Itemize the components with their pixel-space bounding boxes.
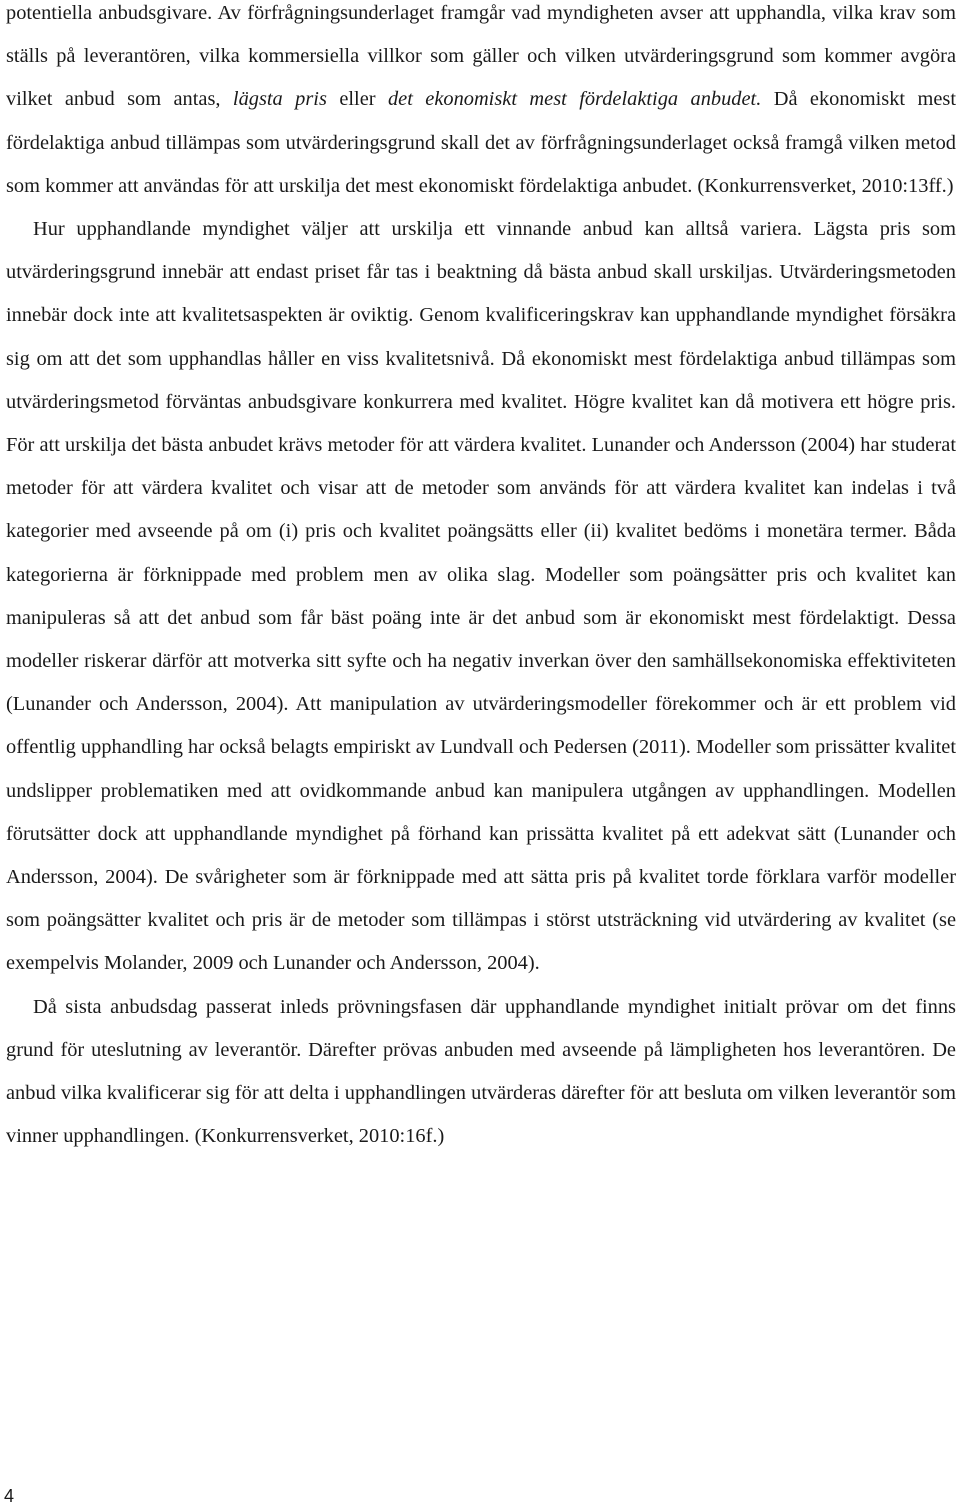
emphasis-lowest-price: lägsta pris [232,88,327,111]
emphasis-most-advantageous: det ekonomiskt mest fördelaktiga anbudet. [387,88,762,111]
paragraph-text: eller [326,88,388,111]
paragraph-examination-phase: Då sista anbudsdag passerat inleds prövningsfasen där upphandlande myndighet initialt prövar om det finns grund för uteslutning av leverantör. Därefter prövas anbuden med avseende på lämpligheten hos leverantören. De anbud vilka kvalificerar sig för att delta i upphandlingen utvärderas därefter för att besluta om vilken leverantör som vinner upphandlingen. (Konkurrensverket, 2010:16f.) [6,995,956,1148]
paragraph-text: Då ekonomiskt mest fördelaktiga anbud tillämpas som utvärderingsgrund skall det av förfrågningsunderlaget också framgå vilken metod som kommer att användas för att urskilja det mest ekonomiskt fördelaktiga anbudet. (Konkurrensverket, 2010:13ff.) [6,88,956,197]
paragraph-text: potentiella anbudsgivare. Av förfrågningsunderlaget framgår vad myndigheten avser att upphandla, vilka krav som ställs på leverantören, vilka kommersiella villkor som gäller och vilken utvärderingsgrund som kommer avgöra vilket anbud som antas, [6,2,956,111]
paragraph-procurement-documents [6,0,956,208]
paragraph-evaluation-methods: Hur upphandlande myndighet väljer att urskilja ett vinnande anbud kan alltså variera. Lägsta pris som utvärderingsgrund innebär att endast priset får tas i beaktning då bästa anbud skall urskiljas. Utvärderingsmetoden innebär dock inte att kvalitetsaspekten är oviktig. Genom kvalificeringskrav kan upphandlande myndighet försäkra sig om att det som upphandlas håller en viss kvalitetsnivå. Då ekonomiskt mest fördelaktiga anbud tillämpas som utvärderingsmetod förväntas anbudsgivare konkurrera med kvalitet. Högre kvalitet kan då motivera ett högre pris. För att urskilja det bästa anbudet krävs metoder för att värdera kvalitet. Lunander och Andersson (2004) har studerat metoder för att värdera kvalitet och visar att de metoder som används för att värdera kvalitet kan indelas i två kategorier med avseende på om (i) pris och kvalitet poängsätts eller (ii) kvalitet bedöms i monetära termer. Båda kategorierna är förknippade med problem men av olika slag. Modeller som poängsätter pris och kvalitet kan manipuleras så att det anbud som får bäst poäng inte är det anbud som är ekonomiskt mest fördelaktigt. Dessa modeller riskerar därför att motverka sitt syfte och ha negativ inverkan över den samhällsekonomiska effektiviteten (Lunander och Andersson, 2004). Att manipulation av utvärderingsmodeller förekommer och är ett problem vid offentlig upphandling har också belagts empiriskt av Lundvall och Pedersen (2011). Modeller som prissätter kvalitet undslipper problematiken med att ovidkommande anbud kan manipulera utgången av upphandlingen. Modellen förutsätter dock att upphandlande myndighet på förhand kan prissätta kvalitet på ett adekvat sätt (Lunander och Andersson, 2004). De svårigheter som är förknippade med att sätta pris på kvalitet torde förklara varför modeller som poängsätter kvalitet och pris är de metoder som tillämpas i störst utsträckning vid utvärdering av kvalitet (se exempelvis Molander, 2009 och Lunander och Andersson, 2004). [6,218,956,975]
page-number: 4 [4,1486,15,1506]
document-page [6,0,956,1158]
